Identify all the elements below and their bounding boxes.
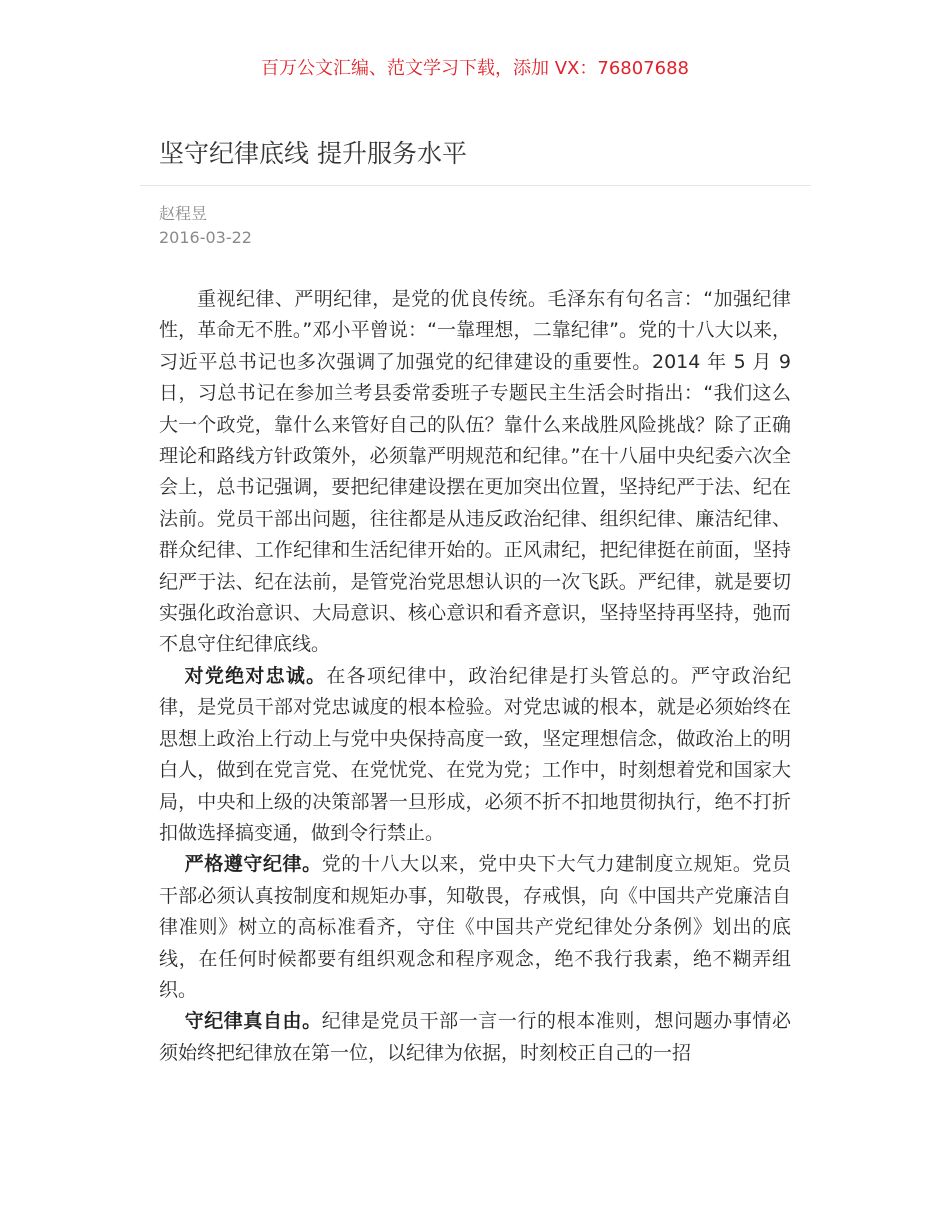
article-date: 2016-03-22 [159,228,252,247]
section-heading: 守纪律真自由。 [184,1010,322,1033]
section-heading: 对党绝对忠诚。 [184,664,327,687]
section-compliance [159,849,791,1006]
section-freedom [159,1006,791,1069]
header-banner: 百万公文汇编、范文学习下载，添加 VX：76807688 [261,58,689,79]
section-heading: 严格遵守纪律。 [184,853,322,876]
article-body [159,284,791,1069]
intro-paragraph: 重视纪律、严明纪律，是党的优良传统。毛泽东有句名言：“加强纪律性，革命无不胜。”邓小平曾说：“一靠理想，二靠纪律”。党的十八大以来，习近平总书记也多次强调了加强党的纪律建设的重要性。2014 年 5 月 9 日，习总书记在参加兰考县委常委班子专题民主生活会时指出：“我们这么大一个政党，靠什么来管好自己的队伍？靠什么来战胜风险挑战？除了正确理论和路线方针政策外，必须靠严明规范和纪律。”在十八届中央纪委六次全会上，总书记强调，要把纪律建设摆在更加突出位置，坚持纪严于法、纪在法前。党员干部出问题，往往都是从违反政治纪律、组织纪律、廉洁纪律、群众纪律、工作纪律和生活纪律开始的。正风肃纪，把纪律挺在前面，坚持纪严于法、纪在法前，是管党治党思想认识的一次飞跃。严纪律，就是要切实强化政治意识、大局意识、核心意识和看齐意识，坚持坚持再坚持，弛而不息守住纪律底线。 [159,288,791,656]
section-text: 纪律是党员干部一言一行的根本准则，想问题办事情必须始终把纪律放在第一位，以纪律为依据，时刻校正自己的一招 [159,1010,791,1064]
section-loyalty [159,661,791,849]
article-title: 坚守纪律底线 提升服务水平 [159,139,467,168]
section-text: 在各项纪律中，政治纪律是打头管总的。严守政治纪律，是党员干部对党忠诚度的根本检验。对党忠诚的根本，就是必须始终在思想上政治上行动上与党中央保持高度一致，坚定理想信念，做政治上的明白人，做到在党言党、在党忧党、在党为党；工作中，时刻想着党和国家大局，中央和上级的决策部署一旦形成，必须不折不扣地贯彻执行，绝不打折扣做选择搞变通，做到令行禁止。 [159,664,791,844]
section-text: 党的十八大以来，党中央下大气力建制度立规矩。党员干部必须认真按制度和规矩办事，知敬畏，存戒惧，向《中国共产党廉洁自律准则》树立的高标准看齐，守住《中国共产党纪律处分条例》划出的底线，在任何时候都要有组织观念和程序观念，绝不我行我素，绝不糊弄组织。 [159,853,791,1001]
title-divider [140,185,811,186]
article-author: 赵程昱 [159,204,208,223]
